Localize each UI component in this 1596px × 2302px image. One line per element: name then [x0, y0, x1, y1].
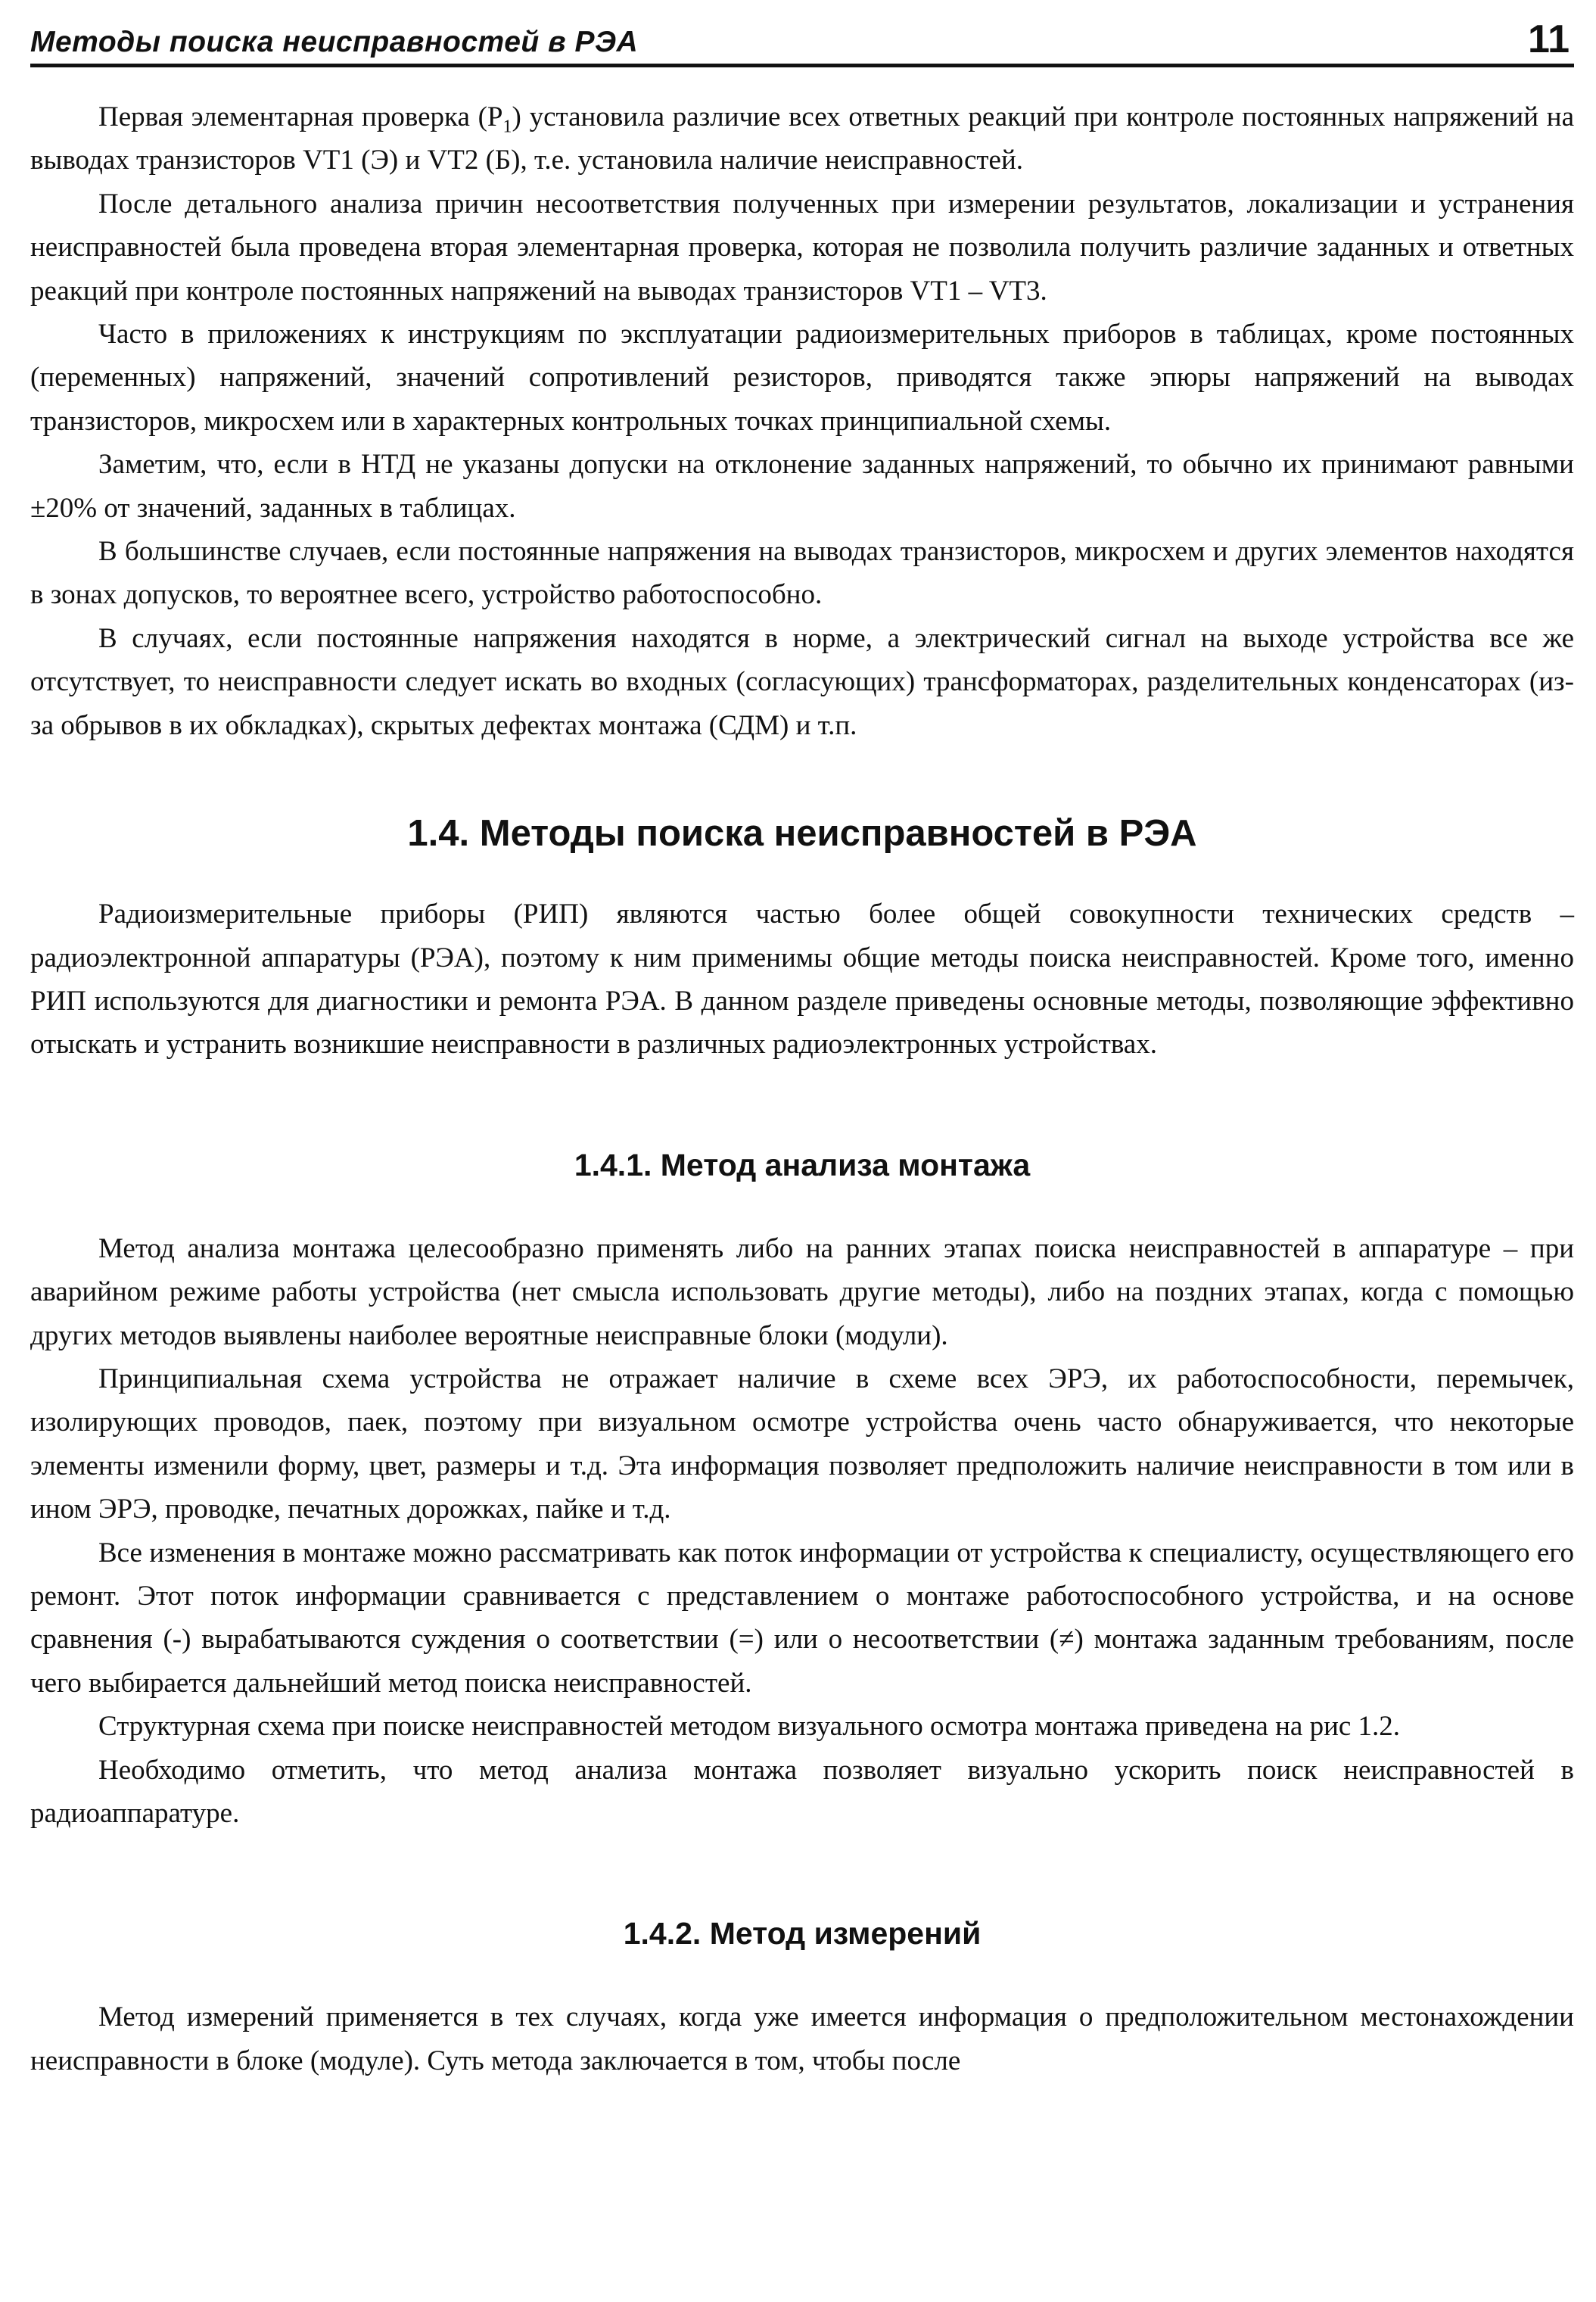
- paragraph: [30, 95, 1574, 182]
- paragraph: Часто в приложениях к инструкциям по эксплуатации радиоизмерительных приборов в таблицах, кроме постоянных (переменных) напряжений, значений сопротивлений резисторов, приводятся также эпюры напряжений на выводах транзисторов, микросхем или в характерных контрольных точках принципиальной схемы.: [30, 319, 1574, 437]
- section-heading-1-4: 1.4. Методы поиска неисправностей в РЭА: [407, 813, 1197, 855]
- paragraph: Метод анализа монтажа целесообразно применять либо на ранних этапах поиска неисправностей в аппаратуре – при аварийном режиме работы устройства (нет смысла использовать другие методы), либо на поздних этапах, когда с помощью других методов выявлены наиболее вероятные неисправные блоки (модули).: [30, 1232, 1574, 1351]
- subscript: 1: [502, 117, 512, 137]
- paragraph: После детального анализа причин несоответствия полученных при измерении результатов, локализации и устранения неисправностей была проведена вторая элементарная проверка, которая не позволила получить различие заданных и ответных реакций при контроле постоянных напряжений на выводах транзисторов VT1 – VT3.: [30, 188, 1574, 307]
- paragraph: В большинстве случаев, если постоянные напряжения на выводах транзисторов, микросхем и других элементов находятся в зонах допусков, то вероятнее всего, устройство работоспособно.: [30, 536, 1574, 611]
- paragraph-text: ) установила различие всех ответных реакций при контроле постоянных напряжений на выводах транзисторов VT1 (Э) и VT2 (Б), т.е. установила наличие неисправностей.: [30, 101, 1574, 176]
- paragraph: Радиоизмерительные приборы (РИП) являются частью более общей совокупности технических средств – радиоэлектронной аппаратуры (РЭА), поэтому к ним применимы общие методы поиска неисправностей. Кроме того, именно РИП используются для диагностики и ремонта РЭА. В данном разделе приведены основные методы, позволяющие эффективно отыскать и устранить возникшие неисправности в различных радиоэлектронных устройствах.: [30, 899, 1574, 1061]
- paragraph: Структурная схема при поиске неисправностей методом визуального осмотра монтажа приведена на рис 1.2.: [98, 1711, 1401, 1743]
- page-body: [30, 95, 1574, 2082]
- paragraph: Все изменения в монтаже можно рассматривать как поток информации от устройства к специалисту, осуществляющего его ремонт. Этот поток информации сравнивается с представлением о монтаже работоспособного устройства, и на основе сравнения (-) вырабатываются суждения о соответствии (=) или о несоответствии (≠) монтажа заданным требованиям, после чего выбирается дальнейший метод поиска неисправностей.: [30, 1537, 1574, 1699]
- paragraph: Заметим, что, если в НТД не указаны допуски на отклонение заданных напряжений, то обычно их принимают равными ±20% от значений, заданных в таблицах.: [30, 449, 1574, 524]
- running-header: [30, 17, 1574, 67]
- section-heading-1-4-2: 1.4.2. Метод измерений: [623, 1916, 982, 1952]
- paragraph: Необходимо отметить, что метод анализа монтажа позволяет визуально ускорить поиск неисправностей в радиоаппаратуре.: [30, 1754, 1574, 1829]
- section-heading-1-4-1: 1.4.1. Метод анализа монтажа: [574, 1147, 1031, 1182]
- paragraph: Метод измерений применяется в тех случаях, когда уже имеется информация о предположительном местонахождении неисправности в блоке (модуле). Суть метода заключается в том, чтобы после: [30, 2001, 1574, 2076]
- paragraph: В случаях, если постоянные напряжения находятся в норме, а электрический сигнал на выходе устройства все же отсутствует, то неисправности следует искать во входных (согласующих) трансформаторах, разделительных конденсаторах (из-за обрывов в их обкладках), скрытых дефектах монтажа (СДМ) и т.п.: [30, 622, 1574, 741]
- paragraph: Принципиальная схема устройства не отражает наличие в схеме всех ЭРЭ, их работоспособности, перемычек, изолирующих проводов, паек, поэтому при визуальном осмотре устройства очень часто обнаруживается, что некоторые элементы изменили форму, цвет, размеры и т.д. Эта информация позволяет предположить наличие неисправности в том или в ином ЭРЭ, проводке, печатных дорожках, пайке и т.д.: [30, 1363, 1574, 1525]
- paragraph-text: Первая элементарная проверка (P: [98, 101, 503, 132]
- running-title: Методы поиска неисправностей в РЭА: [30, 26, 639, 58]
- page-number: 11: [1528, 17, 1570, 61]
